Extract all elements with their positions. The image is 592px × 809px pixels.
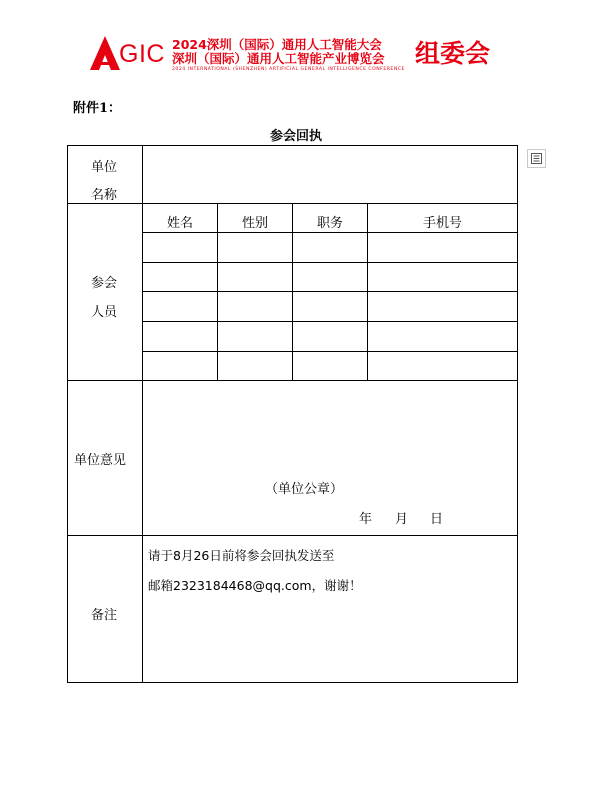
attendee-entry-rows[interactable] (143, 233, 517, 380)
date-month-label: 月 (395, 512, 409, 527)
form-title: 参会回执 (269, 129, 322, 144)
unit-seal-text: （单位公章） (265, 482, 344, 497)
column-header-phone: 手机号 (422, 216, 462, 231)
expo-title: 深圳（国际）通用人工智能产业博览会 (172, 51, 385, 66)
attendees-label-line1: 参会 (91, 276, 118, 291)
column-header-name: 姓名 (166, 216, 193, 231)
attendees-label-line2: 人员 (91, 305, 118, 320)
column-header-position: 职务 (316, 216, 343, 231)
agic-logo-text: GIC (119, 40, 165, 68)
attachment-label: 附件1： (73, 101, 122, 116)
unit-name-field[interactable] (143, 146, 517, 203)
unit-name-label-line1: 单位 (91, 160, 118, 175)
date-day-label: 日 (430, 512, 444, 527)
remarks-line2: 邮箱2323184468@qq.com，谢谢！ (148, 578, 362, 593)
unit-opinion-label: 单位意见 (74, 453, 127, 468)
organizer-label: 组委会 (415, 39, 491, 68)
conference-title: 2024深圳（国际）通用人工智能大会 (172, 37, 382, 52)
unit-name-label-line2: 名称 (91, 188, 118, 203)
remarks-line1: 请于8月26日前将参会回执发送至 (148, 548, 335, 563)
column-header-gender: 性别 (241, 216, 268, 231)
date-year-label: 年 (359, 512, 373, 527)
conference-english-title: 2024 INTERNATIONAL (SHENZHEN) ARTIFICIAL GENERAL INTELLIGENCE CONFERENCE (172, 67, 405, 72)
remarks-label: 备注 (91, 608, 118, 623)
